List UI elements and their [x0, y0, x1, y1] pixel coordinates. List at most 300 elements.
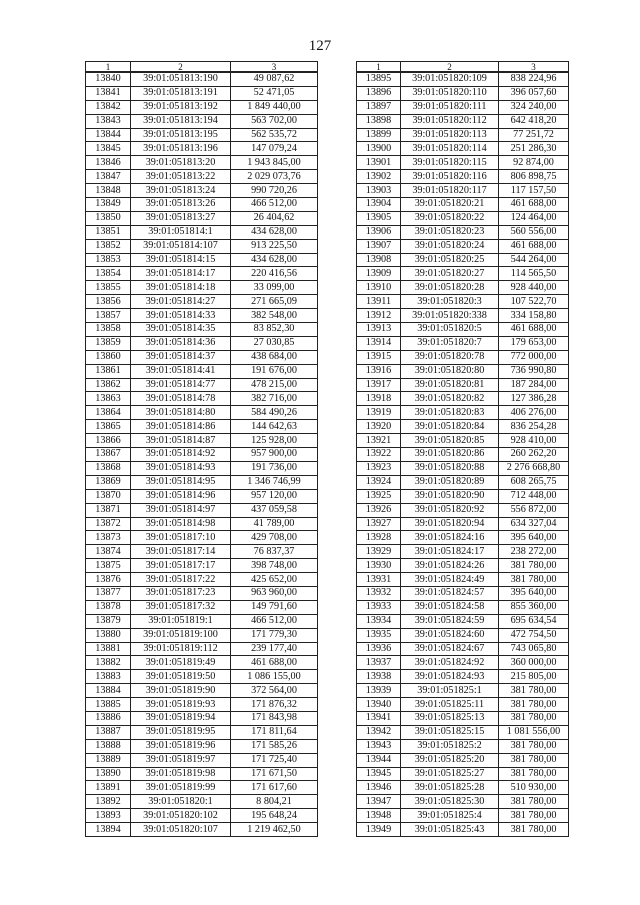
- table-row: [86, 392, 318, 406]
- row-number-cell: 13949: [357, 823, 401, 837]
- cadastral-number-cell: 39:01:051824:60: [401, 628, 499, 642]
- row-number-cell: 13900: [357, 142, 401, 156]
- table-row: [86, 573, 318, 587]
- cadastral-value-cell: 838 224,96: [499, 72, 569, 86]
- cadastral-value-cell: 562 535,72: [231, 128, 318, 142]
- cadastral-value-cell: 429 708,00: [231, 531, 318, 545]
- cadastral-number-cell: 39:01:051814:87: [131, 434, 231, 448]
- row-number-cell: 13906: [357, 225, 401, 239]
- table-row: [86, 295, 318, 309]
- cadastral-number-cell: 39:01:051824:93: [401, 670, 499, 684]
- cadastral-number-cell: 39:01:051824:92: [401, 656, 499, 670]
- table-row: [357, 142, 569, 156]
- table-row: [86, 128, 318, 142]
- table-row: [86, 711, 318, 725]
- cadastral-number-cell: 39:01:051819:93: [131, 698, 231, 712]
- cadastral-value-cell: 41 789,00: [231, 517, 318, 531]
- table-row: [86, 448, 318, 462]
- table-row: [357, 600, 569, 614]
- row-number-cell: 13921: [357, 434, 401, 448]
- table-row: [86, 559, 318, 573]
- cadastral-number-cell: 39:01:051820:102: [131, 809, 231, 823]
- row-number-cell: 13896: [357, 86, 401, 100]
- cadastral-value-cell: 1 943 845,00: [231, 156, 318, 170]
- table-row: [357, 767, 569, 781]
- row-number-cell: 13938: [357, 670, 401, 684]
- cadastral-number-cell: 39:01:051819:90: [131, 684, 231, 698]
- row-number-cell: 13917: [357, 378, 401, 392]
- cadastral-value-cell: 251 286,30: [499, 142, 569, 156]
- cadastral-number-cell: 39:01:051813:20: [131, 156, 231, 170]
- cadastral-number-cell: 39:01:051820:338: [401, 309, 499, 323]
- cadastral-number-cell: 39:01:051825:11: [401, 698, 499, 712]
- cadastral-number-cell: 39:01:051825:43: [401, 823, 499, 837]
- cadastral-number-cell: 39:01:051825:28: [401, 781, 499, 795]
- row-number-cell: 13876: [86, 573, 131, 587]
- cadastral-number-cell: 39:01:051820:88: [401, 461, 499, 475]
- table-row: [357, 670, 569, 684]
- cadastral-value-cell: 149 791,60: [231, 600, 318, 614]
- row-number-cell: 13852: [86, 239, 131, 253]
- cadastral-number-cell: 39:01:051814:92: [131, 448, 231, 462]
- table-row: [86, 628, 318, 642]
- cadastral-value-cell: 382 716,00: [231, 392, 318, 406]
- row-number-cell: 13860: [86, 350, 131, 364]
- table-row: [86, 684, 318, 698]
- cadastral-number-cell: 39:01:051820:21: [401, 198, 499, 212]
- table-row: [86, 725, 318, 739]
- cadastral-value-cell: 171 725,40: [231, 753, 318, 767]
- cadastral-number-cell: 39:01:051819:96: [131, 739, 231, 753]
- row-number-cell: 13891: [86, 781, 131, 795]
- cadastral-value-cell: 695 634,54: [499, 614, 569, 628]
- table-row: [86, 364, 318, 378]
- column-header-2: 2: [131, 62, 231, 73]
- row-number-cell: 13884: [86, 684, 131, 698]
- cadastral-number-cell: 39:01:051817:17: [131, 559, 231, 573]
- cadastral-number-cell: 39:01:051820:110: [401, 86, 499, 100]
- cadastral-value-cell: 510 930,00: [499, 781, 569, 795]
- cadastral-number-cell: 39:01:051819:112: [131, 642, 231, 656]
- row-number-cell: 13853: [86, 253, 131, 267]
- cadastral-number-cell: 39:01:051819:99: [131, 781, 231, 795]
- row-number-cell: 13856: [86, 295, 131, 309]
- row-number-cell: 13933: [357, 600, 401, 614]
- table-row: [357, 461, 569, 475]
- cadastral-number-cell: 39:01:051825:2: [401, 739, 499, 753]
- table-row: [86, 378, 318, 392]
- cadastral-value-cell: 324 240,00: [499, 100, 569, 114]
- table-row: [357, 753, 569, 767]
- cadastral-value-cell: 395 640,00: [499, 586, 569, 600]
- row-number-cell: 13861: [86, 364, 131, 378]
- row-number-cell: 13905: [357, 211, 401, 225]
- cadastral-value-cell: 220 416,56: [231, 267, 318, 281]
- table-row: [357, 489, 569, 503]
- cadastral-number-cell: 39:01:051813:190: [131, 72, 231, 86]
- cadastral-value-cell: 52 471,05: [231, 86, 318, 100]
- table-row: [86, 823, 318, 837]
- row-number-cell: 13908: [357, 253, 401, 267]
- cadastral-value-cell: 215 805,00: [499, 670, 569, 684]
- table-row: [357, 628, 569, 642]
- cadastral-value-cell: 83 852,30: [231, 323, 318, 337]
- cadastral-value-cell: 381 780,00: [499, 711, 569, 725]
- row-number-cell: 13909: [357, 267, 401, 281]
- row-number-cell: 13877: [86, 586, 131, 600]
- table-row: [357, 295, 569, 309]
- table-row: [357, 128, 569, 142]
- table-row: [86, 434, 318, 448]
- table-row: [86, 475, 318, 489]
- cadastral-number-cell: 39:01:051817:22: [131, 573, 231, 587]
- row-number-cell: 13854: [86, 267, 131, 281]
- table-row: [86, 267, 318, 281]
- cadastral-value-cell: 92 874,00: [499, 156, 569, 170]
- row-number-cell: 13895: [357, 72, 401, 86]
- cadastral-number-cell: 39:01:051819:94: [131, 711, 231, 725]
- cadastral-value-cell: 836 254,28: [499, 420, 569, 434]
- table-row: [357, 253, 569, 267]
- table-row: [357, 434, 569, 448]
- table-row: [357, 711, 569, 725]
- row-number-cell: 13849: [86, 198, 131, 212]
- table-row: [357, 86, 569, 100]
- cadastral-value-cell: 1 346 746,99: [231, 475, 318, 489]
- cadastral-number-cell: 39:01:051820:89: [401, 475, 499, 489]
- cadastral-value-cell: 381 780,00: [499, 795, 569, 809]
- cadastral-value-cell: 49 087,62: [231, 72, 318, 86]
- cadastral-value-cell: 1 086 155,00: [231, 670, 318, 684]
- table-row: [357, 267, 569, 281]
- table-row: [357, 378, 569, 392]
- row-number-cell: 13843: [86, 114, 131, 128]
- cadastral-value-cell: 913 225,50: [231, 239, 318, 253]
- table-row: [357, 239, 569, 253]
- cadastral-number-cell: 39:01:051825:15: [401, 725, 499, 739]
- table-row: [357, 211, 569, 225]
- table-row: [86, 809, 318, 823]
- row-number-cell: 13927: [357, 517, 401, 531]
- cadastral-value-cell: 171 779,30: [231, 628, 318, 642]
- cadastral-value-cell: 584 490,26: [231, 406, 318, 420]
- table-row: [86, 253, 318, 267]
- cadastral-value-cell: 957 900,00: [231, 448, 318, 462]
- cadastral-number-cell: 39:01:051817:14: [131, 545, 231, 559]
- table-row: [357, 684, 569, 698]
- table-row: [86, 142, 318, 156]
- table-row: [86, 406, 318, 420]
- table-row: [357, 531, 569, 545]
- table-row: [357, 475, 569, 489]
- table-row: [86, 350, 318, 364]
- row-number-cell: 13870: [86, 489, 131, 503]
- cadastral-number-cell: 39:01:051813:22: [131, 170, 231, 184]
- row-number-cell: 13850: [86, 211, 131, 225]
- row-number-cell: 13863: [86, 392, 131, 406]
- cadastral-value-cell: 117 157,50: [499, 184, 569, 198]
- row-number-cell: 13897: [357, 100, 401, 114]
- row-number-cell: 13934: [357, 614, 401, 628]
- cadastral-value-cell: 8 804,21: [231, 795, 318, 809]
- table-row: [357, 725, 569, 739]
- table-row: [357, 170, 569, 184]
- cadastral-number-cell: 39:01:051820:115: [401, 156, 499, 170]
- cadastral-value-cell: 260 262,20: [499, 448, 569, 462]
- cadastral-value-cell: 187 284,00: [499, 378, 569, 392]
- cadastral-number-cell: 39:01:051813:24: [131, 184, 231, 198]
- row-number-cell: 13868: [86, 461, 131, 475]
- cadastral-number-cell: 39:01:051814:97: [131, 503, 231, 517]
- cadastral-number-cell: 39:01:051820:113: [401, 128, 499, 142]
- table-row: [357, 406, 569, 420]
- row-number-cell: 13846: [86, 156, 131, 170]
- table-row: [357, 114, 569, 128]
- cadastral-number-cell: 39:01:051814:35: [131, 323, 231, 337]
- table-row: [357, 323, 569, 337]
- page-number: 127: [308, 38, 332, 54]
- cadastral-value-cell: 425 652,00: [231, 573, 318, 587]
- cadastral-number-cell: 39:01:051820:112: [401, 114, 499, 128]
- cadastral-number-cell: 39:01:051814:98: [131, 517, 231, 531]
- table-row: [86, 753, 318, 767]
- table-row: [357, 281, 569, 295]
- row-number-cell: 13907: [357, 239, 401, 253]
- table-row: [86, 670, 318, 684]
- header-row: [86, 62, 318, 73]
- cadastral-number-cell: 39:01:051813:196: [131, 142, 231, 156]
- row-number-cell: 13912: [357, 309, 401, 323]
- cadastral-number-cell: 39:01:051825:20: [401, 753, 499, 767]
- table-row: [86, 211, 318, 225]
- table-row: [357, 336, 569, 350]
- row-number-cell: 13858: [86, 323, 131, 337]
- row-number-cell: 13865: [86, 420, 131, 434]
- cadastral-value-cell: 114 565,50: [499, 267, 569, 281]
- row-number-cell: 13869: [86, 475, 131, 489]
- column-header-3: 3: [499, 62, 569, 73]
- cadastral-number-cell: 39:01:051814:36: [131, 336, 231, 350]
- row-number-cell: 13889: [86, 753, 131, 767]
- cadastral-value-cell: 544 264,00: [499, 253, 569, 267]
- cadastral-number-cell: 39:01:051819:1: [131, 614, 231, 628]
- row-number-cell: 13936: [357, 642, 401, 656]
- row-number-cell: 13939: [357, 684, 401, 698]
- cadastral-number-cell: 39:01:051814:86: [131, 420, 231, 434]
- cadastral-value-cell: 171 876,32: [231, 698, 318, 712]
- cadastral-number-cell: 39:01:051819:49: [131, 656, 231, 670]
- cadastral-number-cell: 39:01:051820:83: [401, 406, 499, 420]
- table-row: [357, 614, 569, 628]
- cadastral-value-cell: 1 849 440,00: [231, 100, 318, 114]
- cadastral-number-cell: 39:01:051813:27: [131, 211, 231, 225]
- cadastral-value-cell: 381 780,00: [499, 684, 569, 698]
- cadastral-number-cell: 39:01:051824:49: [401, 573, 499, 587]
- cadastral-number-cell: 39:01:051820:85: [401, 434, 499, 448]
- cadastral-number-cell: 39:01:051817:23: [131, 586, 231, 600]
- cadastral-number-cell: 39:01:051819:95: [131, 725, 231, 739]
- row-number-cell: 13880: [86, 628, 131, 642]
- table-row: [86, 781, 318, 795]
- cadastral-value-cell: 144 642,63: [231, 420, 318, 434]
- row-number-cell: 13916: [357, 364, 401, 378]
- cadastral-value-cell: 381 780,00: [499, 767, 569, 781]
- row-number-cell: 13923: [357, 461, 401, 475]
- table-row: [86, 323, 318, 337]
- row-number-cell: 13892: [86, 795, 131, 809]
- table-row: [357, 72, 569, 86]
- row-number-cell: 13904: [357, 198, 401, 212]
- cadastral-value-cell: 238 272,00: [499, 545, 569, 559]
- cadastral-number-cell: 39:01:051819:97: [131, 753, 231, 767]
- cadastral-value-cell: 334 158,80: [499, 309, 569, 323]
- cadastral-number-cell: 39:01:051820:22: [401, 211, 499, 225]
- cadastral-number-cell: 39:01:051824:67: [401, 642, 499, 656]
- table-row: [357, 364, 569, 378]
- cadastral-value-cell: 806 898,75: [499, 170, 569, 184]
- row-number-cell: 13914: [357, 336, 401, 350]
- cadastral-value-cell: 33 099,00: [231, 281, 318, 295]
- cadastral-number-cell: 39:01:051813:191: [131, 86, 231, 100]
- cadastral-value-cell: 195 648,24: [231, 809, 318, 823]
- cadastral-value-cell: 963 960,00: [231, 586, 318, 600]
- cadastral-number-cell: 39:01:051820:24: [401, 239, 499, 253]
- table-row: [357, 184, 569, 198]
- cadastral-number-cell: 39:01:051813:195: [131, 128, 231, 142]
- cadastral-number-cell: 39:01:051820:23: [401, 225, 499, 239]
- row-number-cell: 13857: [86, 309, 131, 323]
- table-row: [357, 795, 569, 809]
- row-number-cell: 13922: [357, 448, 401, 462]
- cadastral-number-cell: 39:01:051820:1: [131, 795, 231, 809]
- cadastral-value-cell: 478 215,00: [231, 378, 318, 392]
- row-number-cell: 13931: [357, 573, 401, 587]
- cadastral-value-cell: 381 780,00: [499, 823, 569, 837]
- cadastral-value-cell: 76 837,37: [231, 545, 318, 559]
- cadastral-value-cell: 472 754,50: [499, 628, 569, 642]
- table-row: [86, 420, 318, 434]
- cadastral-number-cell: 39:01:051820:80: [401, 364, 499, 378]
- cadastral-value-cell: 381 780,00: [499, 573, 569, 587]
- table-row: [86, 225, 318, 239]
- row-number-cell: 13947: [357, 795, 401, 809]
- cadastral-number-cell: 39:01:051824:59: [401, 614, 499, 628]
- row-number-cell: 13940: [357, 698, 401, 712]
- row-number-cell: 13898: [357, 114, 401, 128]
- cadastral-value-cell: 461 688,00: [499, 198, 569, 212]
- table-row: [357, 739, 569, 753]
- table-row: [357, 656, 569, 670]
- row-number-cell: 13941: [357, 711, 401, 725]
- cadastral-number-cell: 39:01:051824:16: [401, 531, 499, 545]
- row-number-cell: 13847: [86, 170, 131, 184]
- cadastral-value-cell: 381 780,00: [499, 698, 569, 712]
- row-number-cell: 13894: [86, 823, 131, 837]
- row-number-cell: 13899: [357, 128, 401, 142]
- table-row: [86, 336, 318, 350]
- cadastral-value-cell: 395 640,00: [499, 531, 569, 545]
- table-row: [86, 72, 318, 86]
- table-row: [86, 656, 318, 670]
- table-row: [86, 100, 318, 114]
- cadastral-number-cell: 39:01:051814:18: [131, 281, 231, 295]
- cadastral-number-cell: 39:01:051820:27: [401, 267, 499, 281]
- table-row: [357, 545, 569, 559]
- cadastral-number-cell: 39:01:051825:27: [401, 767, 499, 781]
- cadastral-number-cell: 39:01:051820:28: [401, 281, 499, 295]
- table-row: [357, 573, 569, 587]
- cadastral-number-cell: 39:01:051814:15: [131, 253, 231, 267]
- cadastral-value-cell: 461 688,00: [499, 323, 569, 337]
- cadastral-value-cell: 179 653,00: [499, 336, 569, 350]
- row-number-cell: 13874: [86, 545, 131, 559]
- row-number-cell: 13873: [86, 531, 131, 545]
- cadastral-value-cell: 398 748,00: [231, 559, 318, 573]
- cadastral-value-cell: 147 079,24: [231, 142, 318, 156]
- table-row: [86, 795, 318, 809]
- cadastral-number-cell: 39:01:051817:10: [131, 531, 231, 545]
- row-number-cell: 13945: [357, 767, 401, 781]
- cadastral-value-cell: 396 057,60: [499, 86, 569, 100]
- table-row: [357, 503, 569, 517]
- table-row: [86, 739, 318, 753]
- cadastral-table-right: [356, 61, 569, 837]
- table-row: [357, 781, 569, 795]
- cadastral-value-cell: 855 360,00: [499, 600, 569, 614]
- cadastral-value-cell: 191 736,00: [231, 461, 318, 475]
- row-number-cell: 13883: [86, 670, 131, 684]
- table-row: [357, 586, 569, 600]
- cadastral-number-cell: 39:01:051813:26: [131, 198, 231, 212]
- cadastral-value-cell: 26 404,62: [231, 211, 318, 225]
- cadastral-number-cell: 39:01:051820:84: [401, 420, 499, 434]
- cadastral-number-cell: 39:01:051819:50: [131, 670, 231, 684]
- row-number-cell: 13841: [86, 86, 131, 100]
- table-row: [86, 503, 318, 517]
- column-header-1: 1: [357, 62, 401, 73]
- table-row: [357, 642, 569, 656]
- cadastral-value-cell: 434 628,00: [231, 253, 318, 267]
- table-row: [86, 767, 318, 781]
- row-number-cell: 13886: [86, 711, 131, 725]
- row-number-cell: 13902: [357, 170, 401, 184]
- cadastral-number-cell: 39:01:051814:33: [131, 309, 231, 323]
- cadastral-number-cell: 39:01:051814:93: [131, 461, 231, 475]
- table-row: [357, 225, 569, 239]
- cadastral-number-cell: 39:01:051817:32: [131, 600, 231, 614]
- cadastral-number-cell: 39:01:051820:78: [401, 350, 499, 364]
- cadastral-value-cell: 271 665,09: [231, 295, 318, 309]
- table-row: [86, 489, 318, 503]
- cadastral-number-cell: 39:01:051820:82: [401, 392, 499, 406]
- row-number-cell: 13885: [86, 698, 131, 712]
- table-row: [357, 517, 569, 531]
- row-number-cell: 13944: [357, 753, 401, 767]
- row-number-cell: 13862: [86, 378, 131, 392]
- cadastral-value-cell: 381 780,00: [499, 559, 569, 573]
- row-number-cell: 13844: [86, 128, 131, 142]
- table-row: [86, 198, 318, 212]
- cadastral-number-cell: 39:01:051814:77: [131, 378, 231, 392]
- row-number-cell: 13887: [86, 725, 131, 739]
- table-row: [357, 420, 569, 434]
- row-number-cell: 13840: [86, 72, 131, 86]
- row-number-cell: 13859: [86, 336, 131, 350]
- table-row: [86, 114, 318, 128]
- row-number-cell: 13881: [86, 642, 131, 656]
- table-row: [357, 198, 569, 212]
- row-number-cell: 13864: [86, 406, 131, 420]
